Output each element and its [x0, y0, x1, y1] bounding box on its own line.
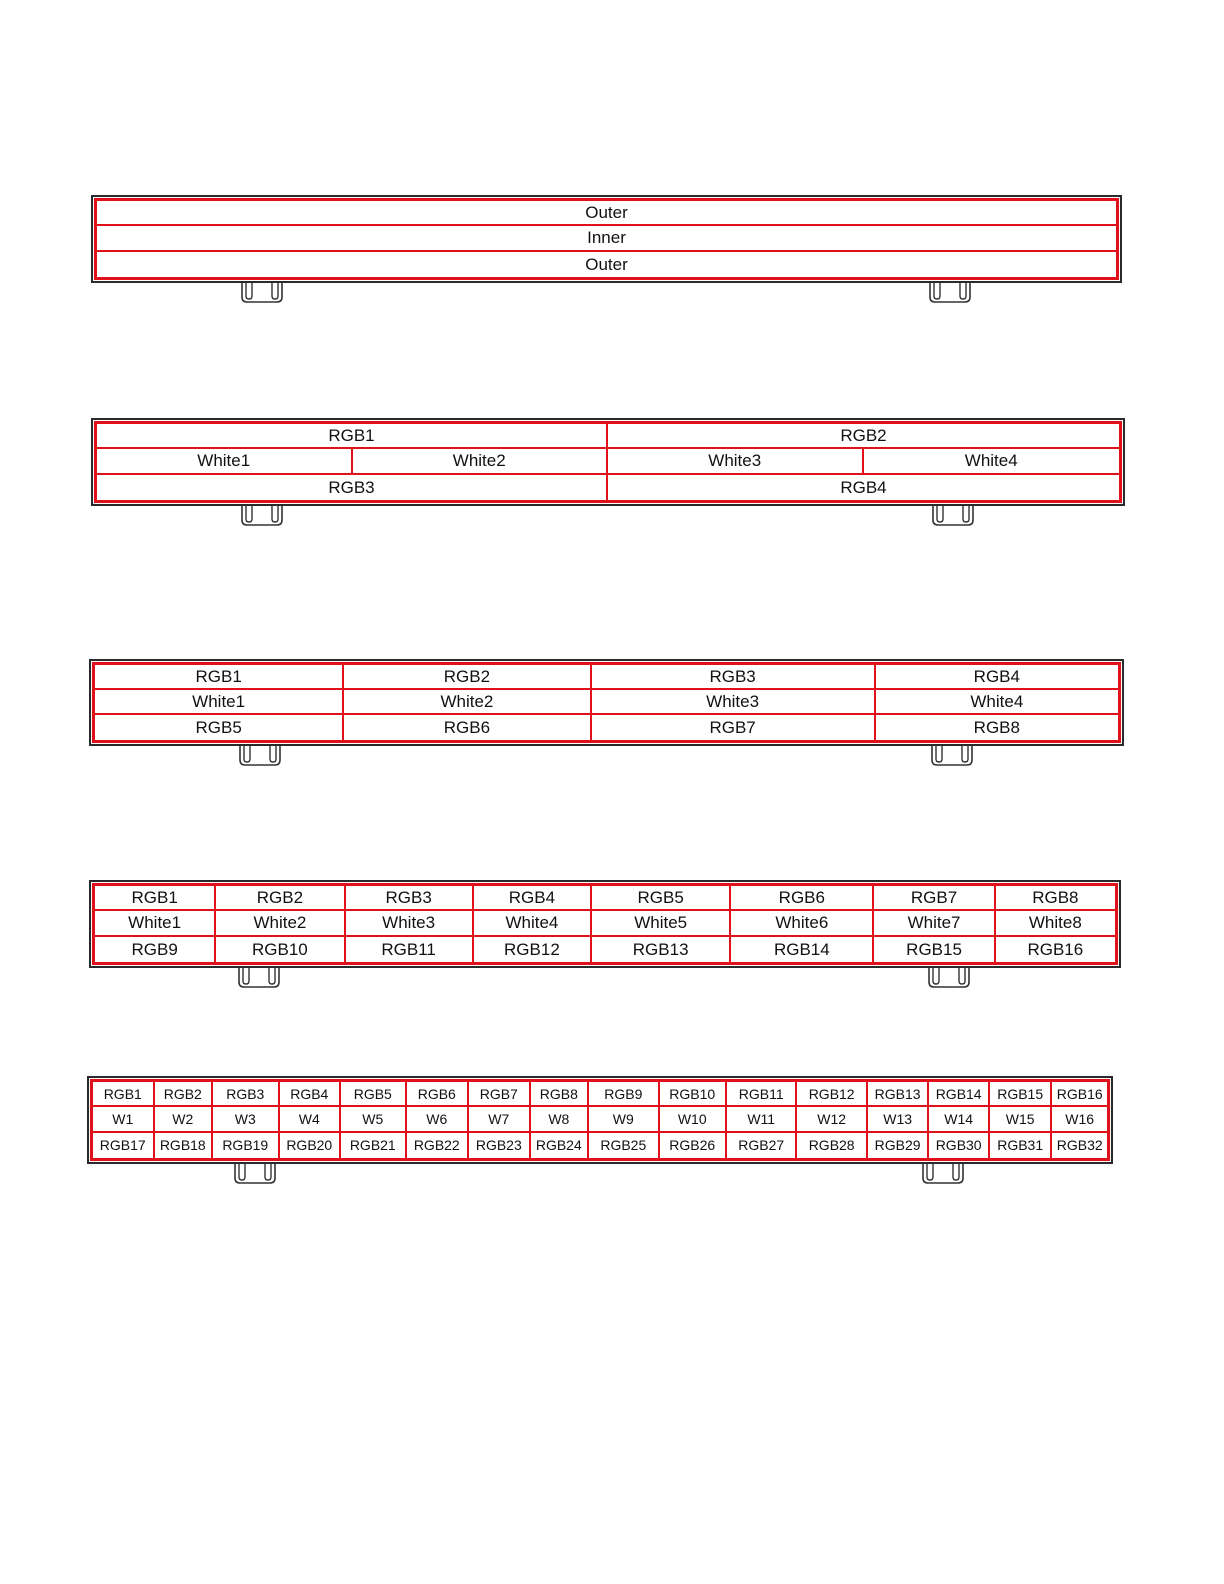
zone-label: White2 — [353, 449, 609, 474]
zone-label: RGB3 — [213, 1082, 279, 1107]
mounting-clip-icon — [927, 967, 971, 989]
fixture-5 — [87, 1076, 1113, 1190]
zone-label: W9 — [589, 1107, 659, 1132]
zone-grid — [92, 662, 1121, 743]
zone-label: RGB14 — [731, 937, 874, 962]
zone-label: RGB4 — [840, 477, 887, 497]
zone-label: RGB7 — [592, 715, 876, 740]
zone-label: RGB4 — [876, 665, 1118, 690]
zone-label: RGB5 — [95, 715, 344, 740]
zone-label: W6 — [407, 1107, 470, 1132]
zone-label: RGB7 — [469, 1082, 531, 1107]
zone-label: W13 — [868, 1107, 930, 1132]
zone-label: RGB6 — [344, 715, 591, 740]
zone-label: White2 — [216, 911, 345, 936]
zone-label: White3 — [346, 911, 474, 936]
zone-label: White4 — [864, 449, 1120, 474]
zone-label: W16 — [1052, 1107, 1107, 1132]
zone-label: White8 — [996, 911, 1115, 936]
zone-label: White1 — [95, 911, 216, 936]
zone-label: W1 — [93, 1107, 155, 1132]
zone-grid — [90, 1079, 1110, 1161]
zone-label: W3 — [213, 1107, 279, 1132]
zone-label: RGB11 — [727, 1082, 797, 1107]
zone-label: RGB15 — [990, 1082, 1053, 1107]
fixture-4 — [89, 880, 1121, 994]
zone-label: W7 — [469, 1107, 531, 1132]
zone-label: RGB11 — [346, 937, 474, 962]
zone-label: RGB2 — [216, 886, 345, 911]
zone-label: RGB26 — [660, 1133, 727, 1158]
zone-label: RGB12 — [474, 937, 592, 962]
zone-label: RGB8 — [973, 718, 1020, 737]
zone-label: RGB5 — [592, 886, 731, 911]
zone-label: RGB13 — [592, 937, 731, 962]
zone-label: W8 — [531, 1107, 590, 1132]
zone-label: RGB18 — [155, 1133, 214, 1158]
zone-label: White6 — [731, 911, 874, 936]
zone-label: W14 — [929, 1107, 990, 1132]
zone-label: RGB30 — [929, 1133, 990, 1158]
zone-label: White1 — [95, 690, 344, 715]
zone-label: W12 — [797, 1107, 867, 1132]
zone-label: W5 — [341, 1107, 406, 1132]
zone-label: RGB17 — [93, 1133, 155, 1158]
zone-label: White1 — [97, 449, 353, 474]
zone-label: W2 — [155, 1107, 214, 1132]
zone-label: RGB10 — [660, 1082, 727, 1107]
zone-label: RGB8 — [996, 886, 1115, 911]
fixture-2 — [91, 418, 1125, 532]
mounting-clip-icon — [237, 967, 281, 989]
zone-label: RGB15 — [874, 937, 995, 962]
fixture-1 — [91, 195, 1122, 309]
mounting-clip-icon — [921, 1163, 965, 1185]
zone-grid — [94, 421, 1122, 503]
zone-label: RGB12 — [797, 1082, 867, 1107]
zone-label: RGB24 — [531, 1133, 590, 1158]
mounting-clip-icon — [930, 745, 974, 767]
zone-label: Inner — [97, 226, 1116, 251]
mounting-clip-icon — [238, 745, 282, 767]
zone-label: White3 — [608, 449, 864, 474]
zone-label: White5 — [592, 911, 731, 936]
mounting-clip-icon — [233, 1163, 277, 1185]
zone-label: RGB25 — [589, 1133, 659, 1158]
mounting-clip-icon — [928, 282, 972, 304]
zone-label: RGB8 — [531, 1082, 590, 1107]
zone-label: W11 — [727, 1107, 797, 1132]
zone-label: RGB16 — [1052, 1082, 1107, 1107]
zone-label: RGB2 — [344, 665, 591, 690]
zone-label: RGB1 — [95, 886, 216, 911]
zone-label: W4 — [280, 1107, 342, 1132]
zone-label: RGB9 — [589, 1082, 659, 1107]
zone-label: RGB3 — [346, 886, 474, 911]
mounting-clip-icon — [240, 282, 284, 304]
zone-label: Outer — [97, 201, 1116, 226]
zone-label: W10 — [660, 1107, 727, 1132]
zone-label: White3 — [592, 690, 876, 715]
mounting-clip-icon — [931, 505, 975, 527]
zone-label: RGB27 — [727, 1133, 797, 1158]
zone-label: RGB6 — [407, 1082, 470, 1107]
zone-label: RGB2 — [155, 1082, 214, 1107]
zone-grid — [92, 883, 1118, 965]
zone-label: RGB6 — [731, 886, 874, 911]
zone-label: RGB7 — [874, 886, 995, 911]
zone-label: Outer — [585, 254, 628, 274]
zone-label: RGB21 — [341, 1133, 406, 1158]
zone-label: RGB3 — [97, 475, 608, 500]
zone-label: RGB32 — [1056, 1137, 1103, 1154]
zone-label: RGB3 — [592, 665, 876, 690]
zone-label: RGB16 — [1027, 939, 1084, 959]
zone-label: RGB1 — [93, 1082, 155, 1107]
zone-label: RGB29 — [868, 1133, 930, 1158]
zone-label: White4 — [876, 690, 1118, 715]
zone-label: RGB23 — [469, 1133, 531, 1158]
zone-label: RGB4 — [474, 886, 592, 911]
zone-label: White2 — [344, 690, 591, 715]
zone-label: RGB22 — [407, 1133, 470, 1158]
zone-label: RGB20 — [280, 1133, 342, 1158]
zone-label: RGB4 — [280, 1082, 342, 1107]
fixture-3 — [89, 659, 1124, 772]
zone-label: W15 — [990, 1107, 1053, 1132]
zone-label: RGB14 — [929, 1082, 990, 1107]
zone-label: RGB5 — [341, 1082, 406, 1107]
zone-label: RGB1 — [95, 665, 344, 690]
zone-label: RGB31 — [990, 1133, 1053, 1158]
zone-label: RGB13 — [868, 1082, 930, 1107]
zone-label: RGB2 — [608, 424, 1119, 449]
zone-label: White4 — [474, 911, 592, 936]
zone-label: RGB9 — [95, 937, 216, 962]
zone-label: RGB28 — [797, 1133, 867, 1158]
zone-label: RGB1 — [97, 424, 608, 449]
mounting-clip-icon — [240, 505, 284, 527]
zone-label: White7 — [874, 911, 995, 936]
zone-label: RGB19 — [213, 1133, 279, 1158]
zone-label: RGB10 — [216, 937, 345, 962]
zone-grid — [94, 198, 1119, 280]
